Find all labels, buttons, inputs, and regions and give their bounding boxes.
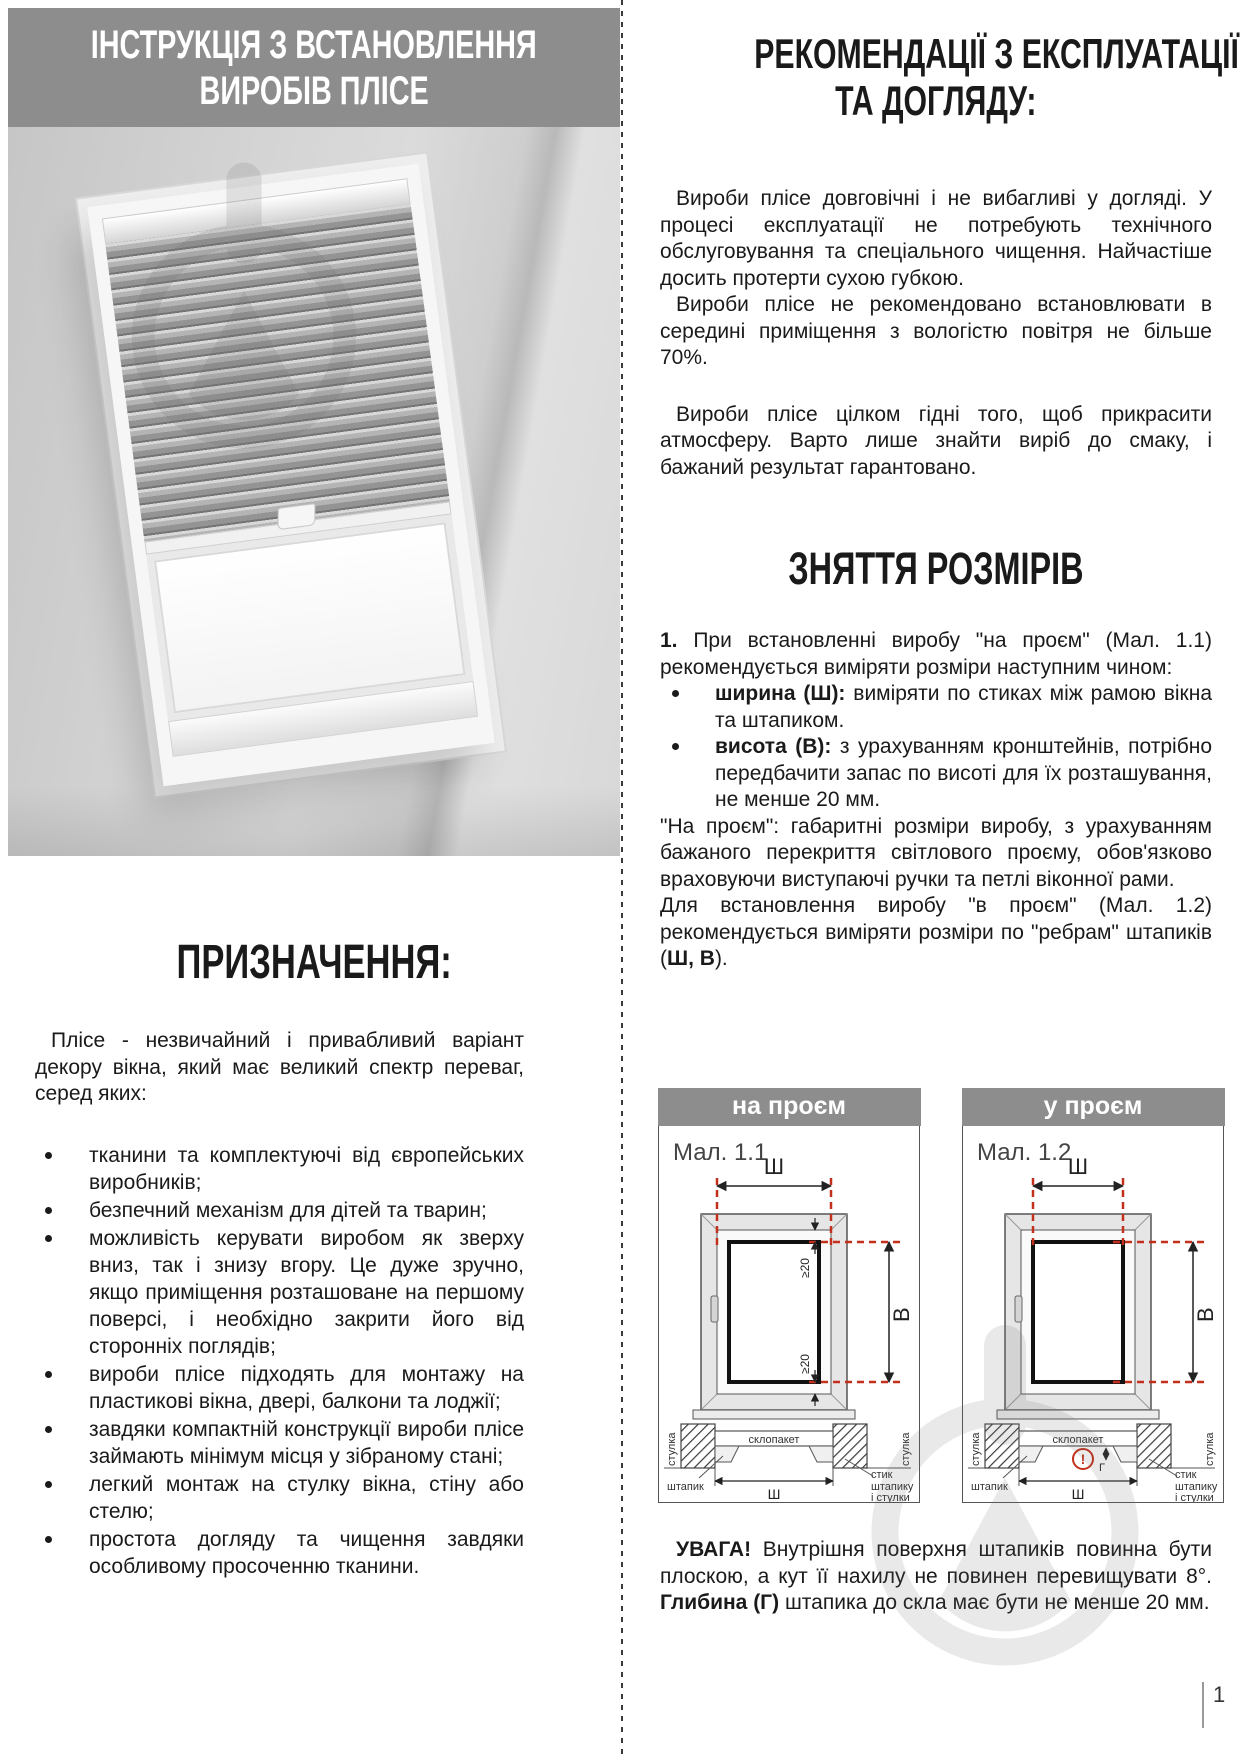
care-paragraph-2: Вироби плісе не рекомендовано встановлювати в середині приміщення з вологістю повітря не більше 70%. xyxy=(660,293,1212,369)
gap-top-label: ≥20 xyxy=(798,1257,812,1278)
window-handle xyxy=(1015,1296,1022,1322)
purpose-title: ПРИЗНАЧЕННЯ: xyxy=(176,936,452,989)
bead-right xyxy=(1113,1446,1137,1462)
sash-right-label: стулка xyxy=(900,1431,912,1466)
care-paragraph-1: Вироби плісе довговічні і не вибагливі у догляді. У процесі експлуатації не потребують технічного обслуговування та спеціального чищення. Найчастіше досить протерти сухою губкою. xyxy=(660,187,1212,290)
measuring-section xyxy=(660,628,1212,973)
joint-label-3: і стулки xyxy=(871,1491,910,1502)
purpose-list xyxy=(35,1142,524,1581)
dimension-width-label: Ш xyxy=(763,1153,785,1179)
v-proem-paragraph: Для встановлення виробу "в проєм" (Мал. 1.2) рекомендується виміряти розміри по "ребрам" штапиків (Ш, В). xyxy=(660,894,1212,970)
list-item: тканини та комплектуючі від європейських виробників; xyxy=(35,1142,524,1196)
joint-label-2: штапику xyxy=(871,1480,914,1493)
warning-section xyxy=(660,1537,1212,1617)
section-width-label: Ш xyxy=(1071,1485,1085,1502)
care-paragraph-3: Вироби плісе цілком гідні того, щоб прикрасити атмосферу. Варто лише знайти виріб до смаку, і бажаний результат гарантовано. xyxy=(660,402,1212,479)
diagram-panel-u-proem xyxy=(962,1088,1224,1503)
page-number: 1 xyxy=(1202,1682,1225,1728)
glazing-label: склопакет xyxy=(1052,1433,1104,1446)
glazing-label: склопакет xyxy=(748,1433,800,1446)
list-item: завдяки компактній конструкції вироби плісе займають мінімум місця у зібраному стані; xyxy=(35,1416,524,1470)
list-item: можливість керувати виробом як зверху вниз, так і знизу вгору. Це дуже зручно, якщо приміщення розташоване на першому поверсі, і необхідно закрити його від сторонніх поглядів; xyxy=(35,1225,524,1360)
measuring-title: ЗНЯТТЯ РОЗМІРІВ xyxy=(788,543,1084,594)
sash-section-left xyxy=(985,1424,1019,1468)
diagram-header: на проєм xyxy=(658,1088,921,1126)
joint-label-2: штапику xyxy=(1175,1480,1218,1493)
na-proem-paragraph: "На проєм": габаритні розміри виробу, з урахуванням бажаного перекриття світлового проєму, обов'язково враховуючи виступаючі ручки та петлі віконної рами. xyxy=(660,814,1212,891)
sash-right-label: стулка xyxy=(1204,1431,1216,1466)
depth-label: Г xyxy=(1099,1461,1105,1474)
instruction-title-line2: ВИРОБІВ ПЛІСЕ xyxy=(199,68,429,113)
diagram-header: у проєм xyxy=(962,1088,1225,1126)
height-bullet: висота (В): з урахуванням кронштейнів, потрібно передбачити запас по висоті для їх розташування, не менше 20 мм. xyxy=(660,734,1212,814)
sash-section-right xyxy=(833,1424,867,1468)
sash-section-right xyxy=(1137,1424,1171,1468)
list-item: безпечний механізм для дітей та тварин; xyxy=(35,1197,524,1224)
dimension-height-label: В xyxy=(1193,1306,1218,1322)
list-item: простота догляду та чищення завдяки особливому просоченню тканини. xyxy=(35,1526,524,1580)
measuring-list xyxy=(660,681,1212,814)
section-width-label: Ш xyxy=(767,1485,781,1502)
sash-section-left xyxy=(681,1424,715,1468)
product-photo xyxy=(8,127,620,856)
sash-left-label: стулка xyxy=(666,1431,678,1466)
bead-label: штапик xyxy=(667,1480,704,1493)
glass-pane xyxy=(1033,1242,1123,1382)
figure-label: Мал. 1.1 xyxy=(673,1138,768,1166)
pleated-blind xyxy=(105,204,450,542)
joint-label-3: і стулки xyxy=(1175,1491,1214,1502)
dimension-height-label: В xyxy=(889,1306,914,1322)
window-diagram-1-2 xyxy=(963,1126,1222,1502)
list-item: вироби плісе підходять для монтажу на пластикові вікна, двері, балкони та лоджії; xyxy=(35,1361,524,1415)
instruction-title-line1: ІНСТРУКЦІЯ З ВСТАНОВЛЕННЯ xyxy=(91,22,537,67)
step-1-paragraph: 1. При встановленні виробу "на проєм" (Мал. 1.1) рекомендується виміряти розміри наступним чином: xyxy=(660,629,1212,679)
bead-right xyxy=(809,1446,833,1462)
list-item: легкий монтаж на стулку вікна, стіну або стелю; xyxy=(35,1471,524,1525)
sash-left-label: стулка xyxy=(970,1431,982,1466)
blind-handle-tab xyxy=(278,503,316,530)
column-divider xyxy=(621,0,623,1758)
window-diagram-1-1 xyxy=(659,1126,918,1502)
window-handle xyxy=(711,1296,718,1322)
left-header-band xyxy=(8,8,620,127)
care-section xyxy=(660,186,1212,481)
care-title xyxy=(660,30,1239,124)
purpose-intro: Плісе - незвичайний і привабливий варіант декору вікна, який має великий спектр переваг, серед яких: xyxy=(35,1029,524,1105)
care-title-line2: ТА ДОГЛЯДУ: xyxy=(835,77,1037,124)
joint-label-1: стик xyxy=(1175,1468,1197,1481)
width-bullet: ширина (Ш): виміряти по стиках між рамою вікна та штапиком. xyxy=(660,681,1212,734)
diagram-panel-na-proem xyxy=(658,1088,920,1503)
bead-label: штапик xyxy=(971,1480,1008,1493)
window-image xyxy=(87,164,494,787)
figure-label: Мал. 1.2 xyxy=(977,1138,1072,1166)
warning-exclamation: ! xyxy=(1080,1450,1086,1467)
joint-label-1: стик xyxy=(871,1468,893,1481)
gap-bottom-label: ≥20 xyxy=(798,1353,812,1374)
dimension-width-label: Ш xyxy=(1067,1153,1089,1179)
warning-paragraph: УВАГА! Внутрішня поверхня штапиків повинна бути плоскою, а кут її нахилу не повинен перевищувати 8°. Глибина (Г) штапика до скла має бути не менше 20 мм. xyxy=(660,1538,1213,1614)
care-title-line1: РЕКОМЕНДАЦІЇ З ЕКСПЛУАТАЦІЇ xyxy=(754,30,1239,77)
